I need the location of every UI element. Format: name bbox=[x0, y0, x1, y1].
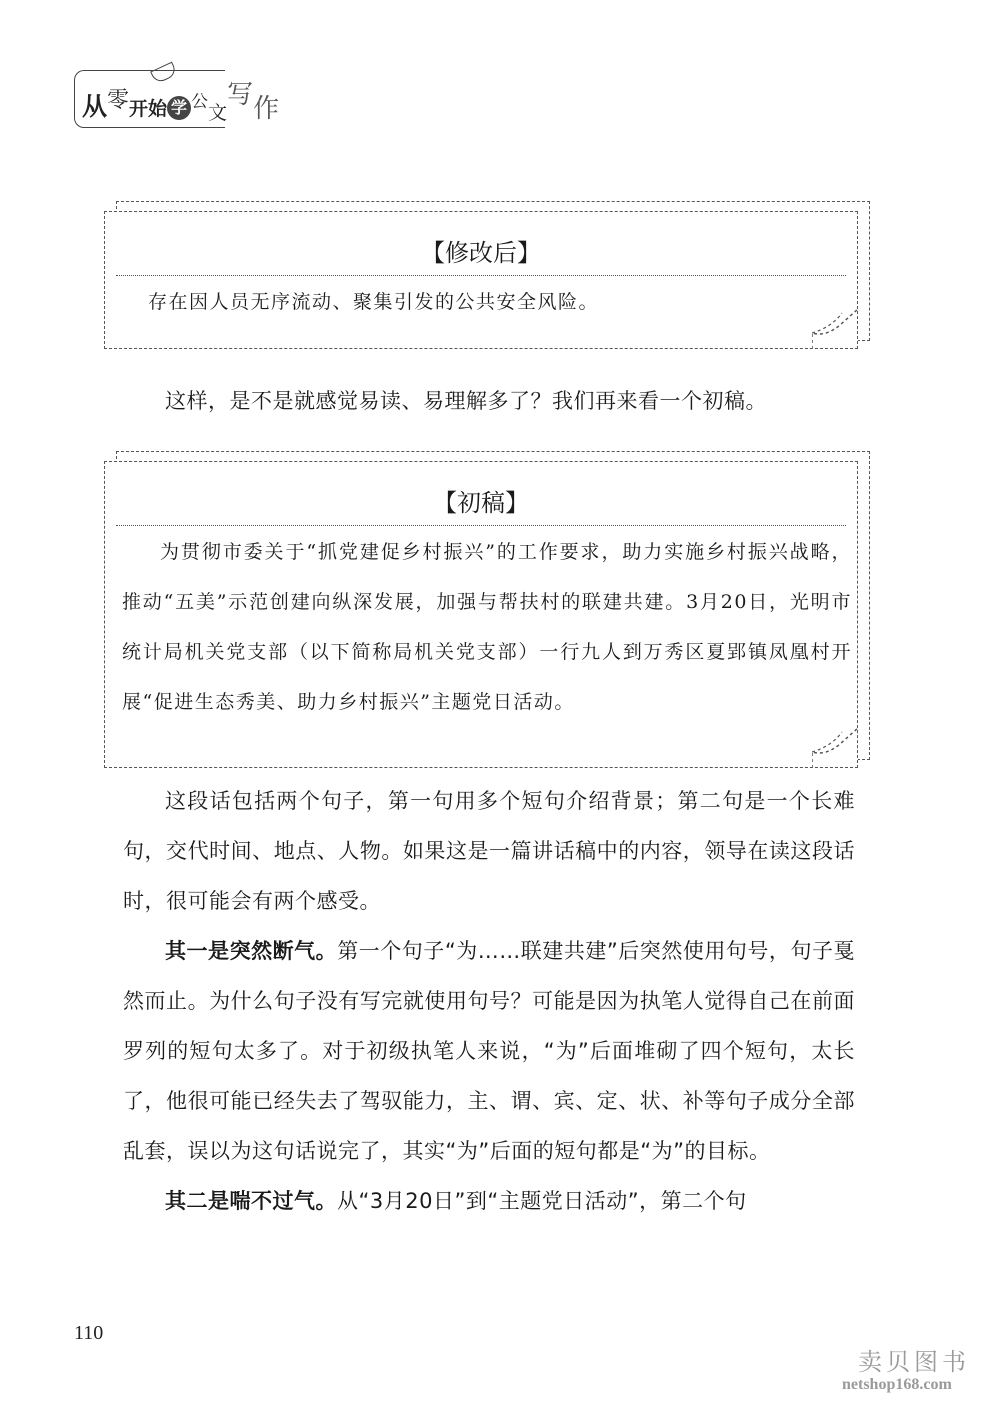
logo-text: 从零开始 学 公文写作 bbox=[82, 80, 280, 124]
paragraph-1: 这段话包括两个句子，第一句用多个短句介绍背景；第二句是一个长难句，交代时间、地点、人物。如果这是一篇讲话稿中的内容，领导在读这段话时，很可能会有两个感受。 bbox=[123, 789, 855, 913]
paragraph-3-body: 从“3月20日”到“主题党日活动”，第二个句 bbox=[337, 1189, 747, 1213]
page-curl-decoration bbox=[812, 728, 858, 768]
watermark-text: 卖贝图书 bbox=[858, 1348, 970, 1376]
analysis-text bbox=[123, 776, 855, 1226]
revised-text: 存在因人员无序流动、聚集引发的公共安全风险。 bbox=[148, 291, 600, 313]
transition-paragraph: 这样，是不是就感觉易读、易理解多了？我们再来看一个初稿。 bbox=[165, 389, 767, 413]
paragraph-2-lead: 其一是突然断气。 bbox=[165, 939, 338, 963]
paragraph-3-lead: 其二是喘不过气。 bbox=[165, 1189, 337, 1213]
paragraph-2-body: 第一个句子“为……联建共建”后突然使用句号，句子戛然而止。为什么句子没有写完就使用句号？可能是因为执笔人觉得自己在前面罗列的短句太多了。对于初级执笔人来说，“为”后面堆砌了四个短句，太长了，他很可能已经失去了驾驭能力，主、谓、宾、定、状、补等句子成分全部乱套，误以为这句话说完了，其实“为”后面的短句都是“为”的目标。 bbox=[123, 939, 856, 1163]
draft-example-box bbox=[104, 451, 870, 768]
watermark-url: netshop168.com bbox=[842, 1376, 952, 1393]
paragraph-3 bbox=[123, 1176, 855, 1226]
page-number: 110 bbox=[74, 1322, 104, 1344]
revised-box-title: 【修改后】 bbox=[421, 239, 541, 267]
title-divider bbox=[116, 525, 846, 526]
revised-example-box bbox=[104, 201, 870, 349]
draft-text: 为贯彻市委关于“抓党建促乡村振兴”的工作要求，助力实施乡村振兴战略，推动“五美”示范创建向纵深发展，加强与帮扶村的联建共建。3月20日，光明市统计局机关党支部（以下简称局机关党支部）一行九人到万秀区夏郢镇凤凰村开展“促进生态秀美、助力乡村振兴”主题党日活动。 bbox=[122, 541, 852, 713]
draft-box-title: 【初稿】 bbox=[433, 489, 529, 517]
book-series-logo bbox=[74, 66, 304, 130]
revised-box-content bbox=[148, 277, 852, 327]
paragraph-2 bbox=[123, 926, 855, 1176]
draft-box-content bbox=[122, 527, 852, 727]
title-divider bbox=[116, 275, 846, 276]
